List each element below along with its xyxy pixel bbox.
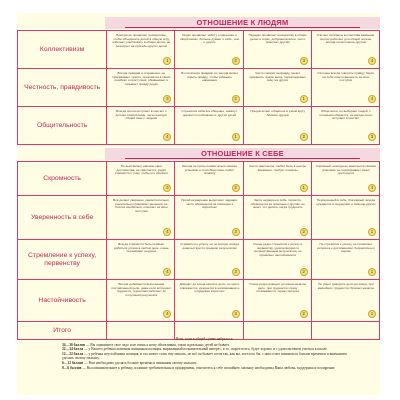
- score-badge: 2: [300, 228, 308, 236]
- score-description: — Вы оцениваете свое чадо и не очень к нему объективны, таких идеальных детей не бывает.: [85, 342, 230, 347]
- score-badge: 1: [368, 268, 376, 276]
- criteria-text: Общителен, но выбирает людей, с которыми общается, не всегда легко вступает в контакт: [319, 109, 373, 121]
- criteria-text: Часто говорит неправду, может присвоить чужую вещь, перекладывает вину на других: [249, 71, 307, 83]
- score-badge: 2: [232, 184, 240, 192]
- criteria-cell[interactable]: [311, 196, 379, 240]
- score-badge: 3: [163, 184, 171, 192]
- row-label-self-confidence: Уверенность в себе: [18, 196, 107, 240]
- criteria-cell[interactable]: [107, 69, 175, 107]
- row-label-sociability: Общительность: [18, 107, 107, 145]
- criteria-cell[interactable]: [175, 162, 243, 196]
- row-label-striving-for-success: Стремление к успеху, первенству: [18, 240, 107, 280]
- criteria-text: Стремится избегать общения, замкнут, держится особняком от других детей: [181, 109, 238, 117]
- row-label-modesty: Скромность: [18, 162, 107, 196]
- score-badge: 3: [163, 95, 171, 103]
- criteria-cell[interactable]: [243, 196, 311, 240]
- score-description: — Вы повнимательнее к ребенку, излишне требовательны и придирчивы, отнеситесь к себе спокойнее, малышу необходимы Ваша любовь, поддержка и поощрение.: [82, 365, 336, 370]
- table-row: [18, 196, 380, 240]
- criteria-text: Нередко проявляет инициативу в общих делах и играх, доброжелателен, часто помогает другим: [248, 33, 307, 45]
- criteria-cell[interactable]: [311, 240, 379, 280]
- criteria-cell[interactable]: [243, 240, 311, 280]
- score-description: — у ребенка неустойчивая позиция, и это может стать ему мешать, не всё он бывает готов так, как вы, хотелось бы, с ним стоит заниматься больше временем и вниманием уделить своему малышу.: [62, 351, 347, 361]
- table-row: [18, 107, 380, 145]
- table-row: [18, 240, 380, 280]
- criteria-cell[interactable]: [175, 107, 243, 145]
- criteria-text: Склонен всегда говорить правду, берёт на себя ответственность за свои поступки: [317, 71, 375, 83]
- criteria-cell[interactable]: [175, 240, 243, 280]
- criteria-text: Не стремится к успеху, не проявляет интереса к достижениям, безразличен к оценке: [317, 242, 375, 254]
- criteria-text: Никогда не проявляет инициативы, чтобы объединить детей в общую игру, избегает участвовать в общих делах, не реагирует на просьбы других детей: [112, 33, 171, 49]
- criteria-cell[interactable]: [175, 31, 243, 69]
- criteria-text: Всегда охотно вступает в контакт с детьми и взрослыми, легко находит общий язык с людьми: [115, 109, 168, 121]
- criteria-text: Очень редко доводит до конца начатое дело, при трудностях сразу отказывается, теряет интерес: [249, 282, 307, 294]
- scoring-line: [62, 352, 347, 361]
- self-attitude-table: [17, 161, 380, 340]
- criteria-text: Редко проявляет заботу о малышах и сверстниках, больше думает о себе, чем о других: [180, 33, 239, 45]
- score-range: 12—22 балла: [62, 351, 84, 356]
- score-badge: 2: [300, 310, 308, 318]
- score-badge: 1: [300, 95, 308, 103]
- score-badge: 1: [368, 310, 376, 318]
- criteria-text: Не выставляет напоказ свои достоинства, не хвастается, редко стремится к тому, чтобы его хвалили: [114, 164, 168, 176]
- people-attitude-table: [17, 30, 380, 145]
- score-badge: 4: [368, 184, 376, 192]
- score-badge: 2: [300, 268, 308, 276]
- score-badge: 4: [368, 57, 376, 65]
- criteria-cell[interactable]: [243, 107, 311, 145]
- table-row: [18, 31, 380, 69]
- score-badge: 2: [232, 95, 240, 103]
- score-badge: 1: [163, 57, 171, 65]
- row-label-collectivism: Коллективизм: [18, 31, 107, 69]
- score-badge: 3: [300, 57, 308, 65]
- score-badge: 1: [232, 133, 240, 141]
- score-badge: 3: [232, 268, 240, 276]
- criteria-text: Считает интересы коллектива важными, охотно работает для общей пользы, всегда готов помочь другим: [316, 33, 376, 45]
- criteria-text: Очень редко стремится к успеху и первенству, удовлетворяется посредственным результатом, не проявляет настойчивости: [253, 242, 303, 258]
- criteria-cell[interactable]: [243, 280, 311, 322]
- score-badge: 1: [368, 228, 376, 236]
- score-badge: 2: [300, 133, 308, 141]
- criteria-text: Часто хвастается, любит быть в центре внимания, требует похвалы: [249, 164, 307, 172]
- criteria-text: Иногда не прочь похвастаться своими успехами и способностями, любит похвалу: [182, 164, 237, 176]
- section-title-people: ОТНОШЕНИЕ К ЛЮДЯМ: [105, 17, 380, 29]
- criteria-text: Доводит до конца начатое дело, но часто отвлекается, нуждается в напоминании и поддержке взрослых: [179, 282, 240, 294]
- criteria-text: Всегда правдив и откровенен, не присваивает чужого, признаётся в своих ошибках и проступках, обманывает и скрывает правду редко: [112, 71, 171, 87]
- row-label-persistence: Настойчивость: [18, 280, 107, 322]
- score-badge: 3: [232, 310, 240, 318]
- criteria-cell[interactable]: [311, 31, 379, 69]
- score-badge: 2: [232, 57, 240, 65]
- score-badge: 4: [163, 268, 171, 276]
- criteria-cell[interactable]: [311, 280, 379, 322]
- scoring-line: [62, 366, 347, 371]
- criteria-cell[interactable]: [243, 31, 311, 69]
- criteria-cell[interactable]: [107, 280, 175, 322]
- criteria-cell[interactable]: [175, 280, 243, 322]
- table-row: [18, 162, 380, 196]
- row-label-honesty: Честность, правдивость: [18, 69, 107, 107]
- criteria-text: Стремится к успеху, но не всегда, иногда довольствуется средним результатом: [180, 242, 239, 250]
- scoring-notes: [62, 337, 347, 370]
- score-badge: 1: [300, 184, 308, 192]
- criteria-text: Скромный, никогда не хвастается своими успехами, не подчёркивает своих достоинств: [315, 164, 376, 176]
- score-description: — Вам необходимо уделять больше времени и внимания своему малышу.: [84, 360, 197, 365]
- score-badge: 4: [163, 133, 171, 141]
- score-range: 6—12 баллов: [62, 360, 84, 365]
- criteria-cell[interactable]: [311, 162, 379, 196]
- criteria-text: Всё делает уверенно, самостоятельно, решительно принимает решения, не боится ошибиться, отвечает за свои поступки: [113, 198, 170, 214]
- criteria-cell[interactable]: [107, 196, 175, 240]
- table-row: [18, 69, 380, 107]
- scoring-intro: Итак, если в общей сумме набралось:: [175, 337, 234, 341]
- criteria-cell[interactable]: [107, 162, 175, 196]
- score-badge: 4: [368, 95, 376, 103]
- section-title-self: ОТНОШЕНИЕ К СЕБЕ: [105, 148, 380, 160]
- criteria-cell[interactable]: [175, 196, 243, 240]
- criteria-cell[interactable]: [175, 69, 243, 107]
- criteria-cell[interactable]: [107, 240, 175, 280]
- score-range: 22—34 балла: [62, 347, 84, 352]
- criteria-cell[interactable]: [243, 162, 311, 196]
- score-range: 0—6 баллов: [62, 365, 82, 370]
- criteria-cell[interactable]: [107, 107, 175, 145]
- criteria-text: Почти всегда правдив, но иногда может скрыть правду, чтобы избежать наказания: [180, 71, 239, 83]
- criteria-text: Не умеет доводить дело до конца, при малейших трудностях бросает начатое: [317, 282, 375, 290]
- criteria-text: Неуверенный в себе, боязливый, всегда нуждается в поддержке и помощи других: [316, 198, 376, 206]
- criteria-cell[interactable]: [311, 107, 379, 145]
- score-range: 34—36 баллов: [62, 342, 85, 347]
- criteria-text: Предпочитает общаться в узком кругу близких друзей: [250, 109, 306, 117]
- table-row: [18, 280, 380, 322]
- row-label-total: Итого: [18, 322, 107, 340]
- score-badge: 4: [163, 310, 171, 318]
- criteria-cell[interactable]: [243, 69, 311, 107]
- criteria-text: Всегда стремится быть первым, добиться успеха в любом деле, очень переживает неудачи: [113, 242, 169, 254]
- score-badge: 3: [232, 228, 240, 236]
- questionnaire-sheet: [17, 13, 380, 395]
- score-badge: 3: [368, 133, 376, 141]
- criteria-text: Порой неуверенно выполняет задания, часто обращается за помощью к взрослым: [181, 198, 238, 210]
- score-badge: 4: [163, 228, 171, 236]
- criteria-text: Часто неуверен в себе, теряется, обращается за помощью к другим, не знает, что делать, когда трудности: [250, 198, 305, 210]
- criteria-text: Всегда добивается выполнения поставленной цели, даже если встречает трудности, терпеливо работает до получения результата: [111, 282, 172, 298]
- score-description: — у Вашего ребенка активная жизненная позиция, выраженный познавательный интерес, в то, скорее всего, будет хорошо и с удовольствием учиться в школе.: [84, 347, 328, 352]
- criteria-cell[interactable]: [311, 69, 379, 107]
- criteria-cell[interactable]: [107, 31, 175, 69]
